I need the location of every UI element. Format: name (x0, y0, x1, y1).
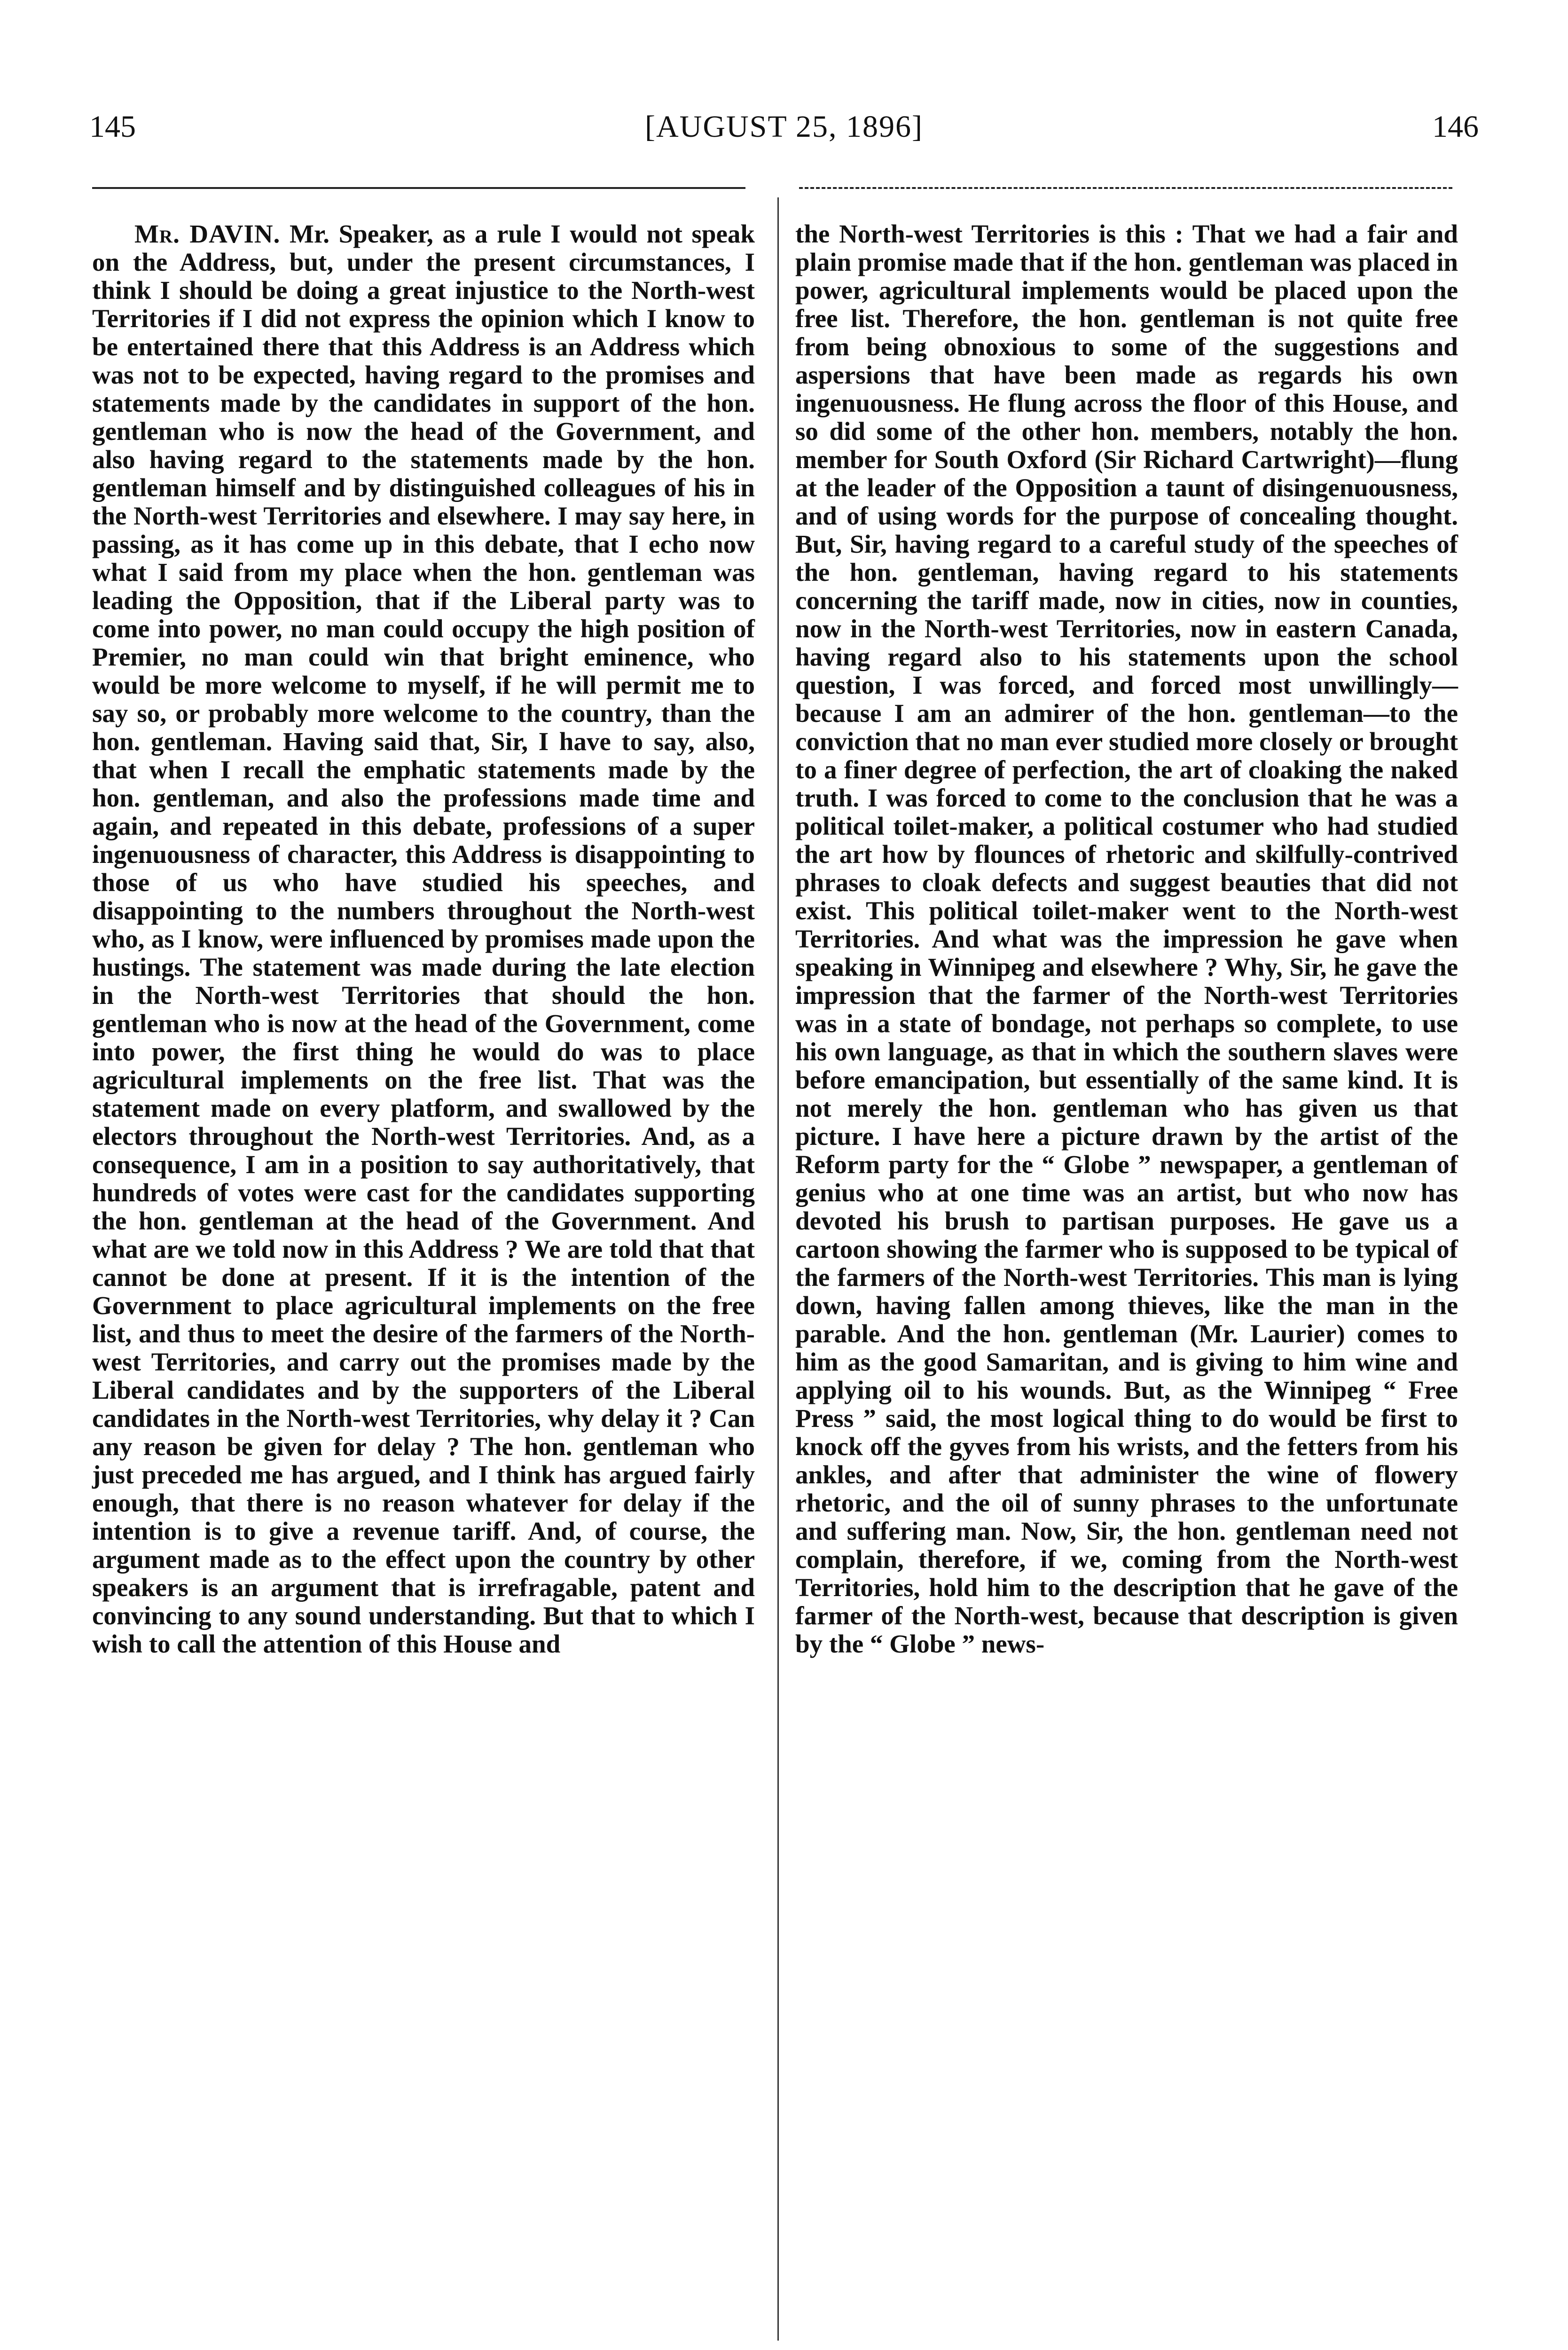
header-rule-left (92, 187, 745, 189)
column-divider (777, 197, 779, 2341)
right-column (795, 220, 1458, 1658)
left-column (92, 220, 755, 1658)
speech-paragraph (92, 220, 755, 1658)
speaker-name: Mr. DAVIN. (134, 219, 281, 248)
page-number-left: 145 (89, 110, 136, 144)
speech-continuation: the North-west Territories is this : That we had a fair and plain promise made that if the hon. gentleman was placed in power, agricultural implements would be placed upon the free list. Therefore, the hon. gentleman is not quite free from being obnoxious to some of the suggestions and aspersions that have been made as regards his own ingenuousness. He flung across the floor of this House, and so did some of the other hon. members, notably the hon. member for South Oxford (Sir Richard Cartwright)—flung at the leader of the Opposition a taunt of disingenuousness, and of using words for the purpose of concealing thought. But, Sir, having regard to a careful study of the speeches of the hon. gentleman, having regard to his statements concerning the tariff made, now in cities, now in counties, now in the North-west Territories, now in eastern Canada, having regard also to his statements upon the school question, I was forced, and forced most unwillingly—because I am an admirer of the hon. gentleman—to the conviction that no man ever studied more closely or brought to a finer degree of perfection, the art of cloaking the naked truth. I was forced to come to the conclusion that he was a political toilet-maker, a political costumer who had studied the art how by flounces of rhetoric and skilfully-contrived phrases to cloak defects and suggest beauties that did not exist. This political toilet-maker went to the North-west Territories. And what was the impression he gave when speaking in Winnipeg and elsewhere ? Why, Sir, he gave the impression that the farmer of the North-west Territories was in a state of bondage, not perhaps so complete, to use his own language, as that in which the southern slaves were before emancipation, but essentially of the same kind. It is not merely the hon. gentleman who has given us that picture. I have here a picture drawn by the artist of the Reform party for the “ Globe ” newspaper, a gentleman of genius who at one time was an artist, but who now has devoted his brush to partisan purposes. He gave us a cartoon showing the farmer who is supposed to be typical of the farmers of the North-west Territories. This man is lying down, having fallen among thieves, like the man in the parable. And the hon. gentleman (Mr. Laurier) comes to him as the good Samaritan, and is giving to him wine and applying oil to his wounds. But, as the Winnipeg “ Free Press ” said, the most logical thing to do would be first to knock off the gyves from his wrists, and the fetters from his ankles, and after that administer the wine of flowery rhetoric, and the oil of sunny phrases to the unfortunate and suffering man. Now, Sir, the hon. gentleman need not complain, therefore, if we, coming from the North-west Territories, hold him to the description that he gave of the farmer of the North-west, because that description is given by the “ Globe ” news- (795, 219, 1458, 1658)
date-heading: [AUGUST 25, 1896] (645, 110, 923, 144)
speech-text: Mr. Speaker, as a rule I would not speak on the Address, but, under the present circumstances, I think I should be doing a great injustice to the North-west Territories if I did not express the opinion which I know to be entertained there that this Address is an Address which was not to be expected, having regard to the promises and statements made by the candidates in support of the hon. gentleman who is now the head of the Government, and also having regard to the statements made by the hon. gentleman himself and by distinguished colleagues of his in the North-west Territories and elsewhere. I may say here, in passing, as it has come up in this debate, that I echo now what I said from my place when the hon. gentleman was leading the Opposition, that if the Liberal party was to come into power, no man could occupy the high position of Premier, no man could win that bright eminence, who would be more welcome to myself, if he will permit me to say so, or probably more welcome to the country, than the hon. gentleman. Having said that, Sir, I have to say, also, that when I recall the emphatic statements made by the hon. gentleman, and also the professions made time and again, and repeated in this debate, professions of a super ingenuousness of character, this Address is disappointing to those of us who have studied his speeches, and disappointing to the numbers throughout the North-west who, as I know, were influenced by promises made upon the hustings. The statement was made during the late election in the North-west Territories that should the hon. gentleman who is now at the head of the Government, come into power, the first thing he would do was to place agricultural implements on the free list. That was the statement made on every platform, and swallowed by the electors throughout the North-west Territories. And, as a consequence, I am in a position to say authoritatively, that hundreds of votes were cast for the candidates supporting the hon. gentleman at the head of the Government. And what are we told now in this Address ? We are told that that cannot be done at present. If it is the intention of the Government to place agricultural implements on the free list, and thus to meet the desire of the farmers of the North-west Territories, and carry out the promises made by the Liberal candidates and by the supporters of the Liberal candidates in the North-west Territories, why delay it ? Can any reason be given for delay ? The hon. gentleman who just preceded me has argued, and I think has argued fairly enough, that there is no reason whatever for delay if the intention is to give a revenue tariff. And, of course, the argument made as to the effect upon the country by other speakers is an argument that is irrefragable, patent and convincing to any sound understanding. But that to which I wish to call the attention of this House and (92, 219, 755, 1658)
page-number-right: 146 (1432, 110, 1479, 144)
header-rule-right (799, 187, 1452, 189)
page-header (89, 101, 1479, 153)
